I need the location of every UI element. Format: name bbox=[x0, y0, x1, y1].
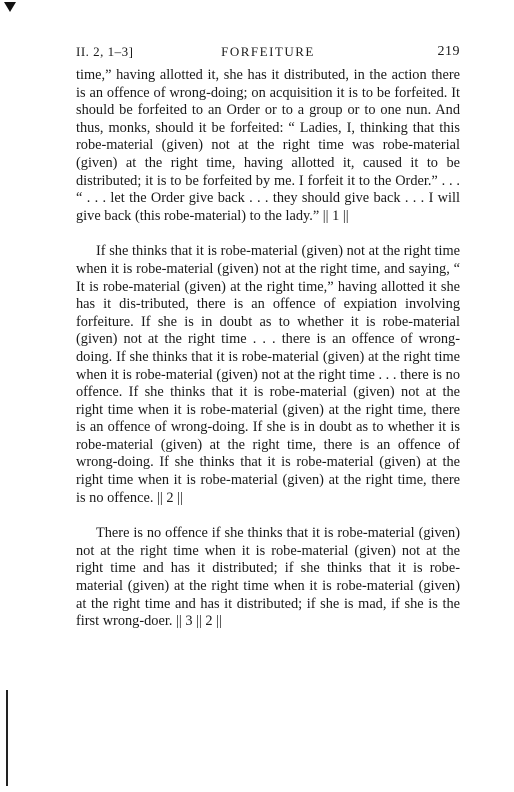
margin-rule bbox=[6, 690, 8, 786]
paragraph-1: time,” having allotted it, she has it distributed, in the action there is an offence of wrong-doing; on acquisition it is to be forfeited. It should be forfeited to an Order or to a group or to one nun. And thus, monks, should it be forfeited: “ Ladies, I, thinking that this robe-material (given) not at the right time was robe-material (given) at the right time, having allotted it, caused it to be distributed; it is to be forfeited by me. I forfeit it to the Order.” . . . “ . . . let the Order give back . . . they should give back . . . I will give back (this robe-material) to the lady.” || 1 || bbox=[76, 67, 460, 224]
page-header bbox=[76, 44, 460, 62]
section-reference: II. 2, 1–3] bbox=[76, 44, 134, 59]
paragraph-2: If she thinks that it is robe-material (given) not at the right time when it is robe-material (given) not at the right time, and saying, “ It is robe-material (given) at the right time,” having allotted it she has it dis-tributed, there is an offence of expiation involving forfeiture. If she is in doubt as to whether it is robe-material (given) not at the right time . . . there is an offence of wrong-doing. If she thinks that it is robe-material (given) at the right time when it is robe-material (given) not at the right time . . . there is no offence. If she thinks that it is robe-material (given) not at the right time when it is robe-material (given) at the right time, there is an offence of wrong-doing. If she is in doubt as to whether it is robe-material (given) at the right time, there is an offence of wrong-doing. If she thinks that it is robe-material (given) at the right time when it is robe-material (given) at the right time, there is no offence. || 2 || bbox=[76, 243, 460, 506]
corner-mark bbox=[4, 2, 16, 12]
page-number: 219 bbox=[437, 44, 460, 59]
paragraph-3: There is no offence if she thinks that it is robe-material (given) not at the right time when it is robe-material (given) not at the right time and has it distributed; if she thinks that it is robe-material (given) at the right time when it is robe-material (given) at the right time and has it distributed; if she is mad, if she is the first wrong-doer. || 3 || 2 || bbox=[76, 525, 460, 630]
running-title: FORFEITURE bbox=[221, 44, 315, 59]
page-body bbox=[76, 67, 460, 631]
